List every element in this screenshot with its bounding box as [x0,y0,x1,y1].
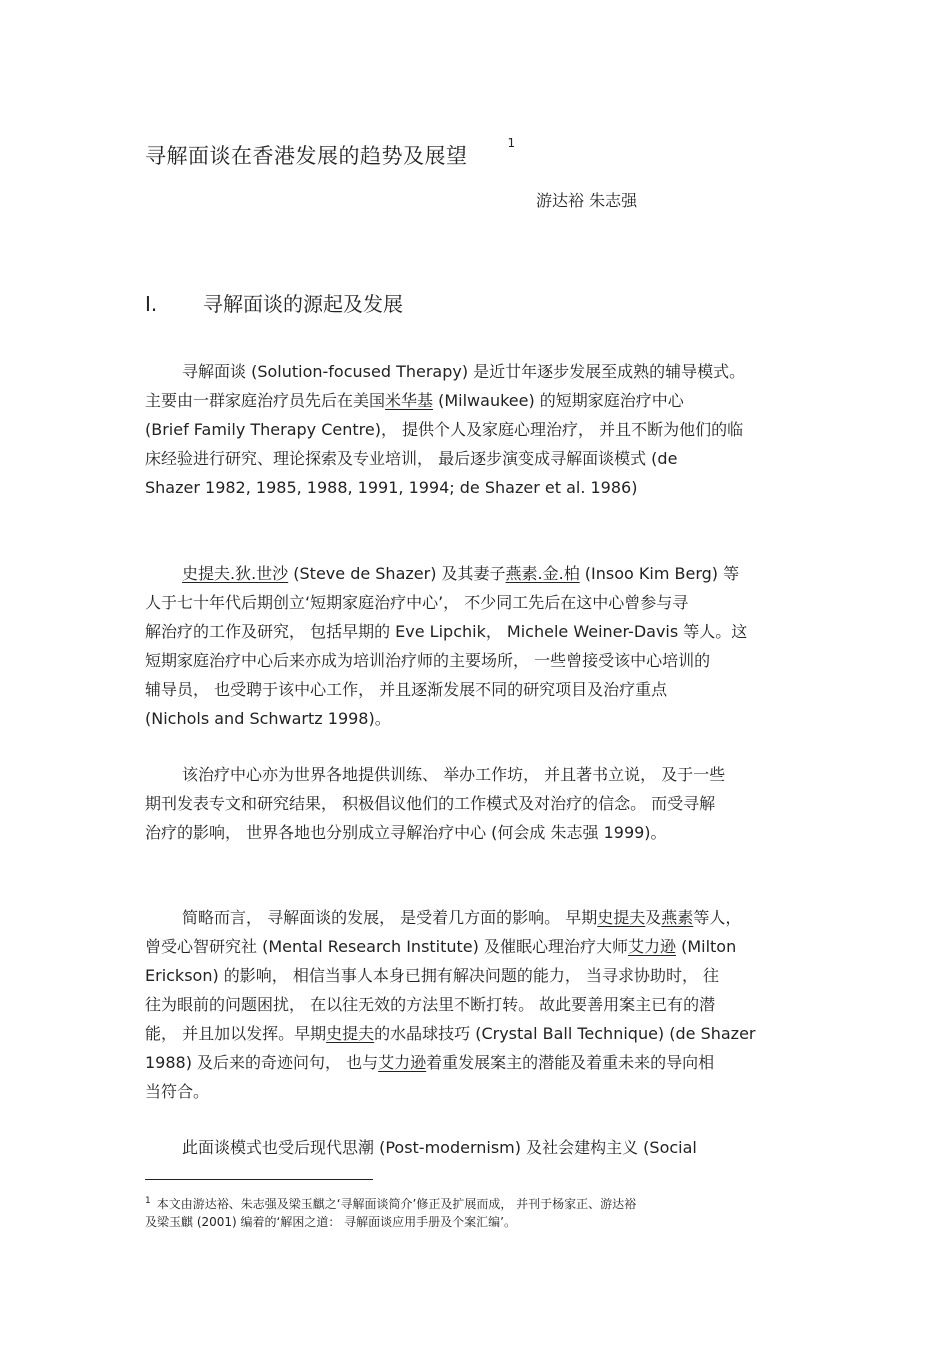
person-name: 艾力逊 [378,1053,427,1072]
paragraph-3 [145,760,817,847]
text-line: 辅导员， 也受聘于该中心工作， 并且逐渐发展不同的研究项目及治疗重点 [145,680,668,699]
text-line: Shazer 1982, 1985, 1988, 1991, 1994; de Shazer et al. 1986) [145,478,638,497]
footnote [145,1192,636,1231]
text-span: 能， 并且加以发挥。早期 [145,1024,327,1043]
text-line: 床经验进行研究、理论探索及专业培训， 最后逐步演变成寻解面谈模式 (de [145,449,678,468]
text-span: 1988) 及后来的奇迹问句， 也与 [145,1053,379,1072]
text-line: 人于七十年代后期创立‘短期家庭治疗中心’， 不少同工先后在这中心曾参与寻 [145,593,689,612]
text-span: (Milton [676,937,737,956]
text-line: 往为眼前的问题困扰， 在以往无效的方法里不断打转。 故此要善用案主已有的潜 [145,995,716,1014]
text-line: 治疗的影响， 世界各地也分别成立寻解治疗中心 (何会成 朱志强 1999)。 [145,823,667,842]
text-line: (Brief Family Therapy Centre)， 提供个人及家庭心理治疗， 并且不断为他们的临 [145,420,744,439]
text-line: 当符合。 [145,1082,210,1101]
text-line [145,1048,817,1077]
footnote-line: 及梁玉麒 (2001) 编着的‘解困之道： 寻解面谈应用手册及个案汇编’。 [145,1215,516,1229]
text-span: 等人， [693,908,742,927]
text-span: 着重发展案主的潜能及着重未来的导向相 [426,1053,715,1072]
text-line: 寻解面谈 (Solution-focused Therapy) 是近廿年逐步发展至成熟的辅导模式。 [182,362,746,381]
text-line: Erickson) 的影响， 相信当事人本身已拥有解决问题的能力， 当寻求协助时， 往 [145,966,720,985]
text-line [145,559,817,588]
paragraph-4 [145,903,817,1106]
text-span: 主要由一群家庭治疗员先后在美国 [145,391,386,410]
document-title [145,136,516,170]
person-name: 燕素 [661,908,694,927]
footnote-mark: 1 [145,1196,151,1206]
person-name: 史提夫 [326,1024,375,1043]
text-line [145,932,817,961]
person-name: 燕素.金.柏 [505,564,580,583]
text-line: 解治疗的工作及研究， 包括早期的 Eve Lipchik， Michele Weiner-Davis 等人。这 [145,622,748,641]
text-span: (Steve de Shazer) 及其妻子 [288,564,506,583]
footnote-text: 本文由游达裕、朱志强及梁玉麒之‘寻解面谈简介’修正及扩展而成， 并刊于杨家正、游达裕 [156,1197,637,1211]
text-line: 短期家庭治疗中心后来亦成为培训治疗师的主要场所， 一些曾接受该中心培训的 [145,651,711,670]
text-line: 此面谈模式也受后现代思潮 (Post-modernism) 及社会建构主义 (Social [182,1138,697,1157]
paragraph-1 [145,357,817,502]
text-span: 曾受心智研究社 (Mental Research Institute) 及催眠心理治疗大师 [145,937,628,956]
person-name: 史提夫.狄.世沙 [182,564,289,583]
paragraph-5 [145,1133,817,1162]
person-name: 艾力逊 [627,937,676,956]
text-span: 的水晶球技巧 (Crystal Ball Technique) (de Shazer [374,1024,756,1043]
text-span: (Milwaukee) 的短期家庭治疗中心 [433,391,684,410]
text-line: (Nichols and Schwartz 1998)。 [145,709,391,728]
authors: 游达裕 朱志强 [536,191,638,210]
title-text: 寻解面谈在香港发展的趋势及展望 [145,144,468,168]
text-span: 及 [645,908,662,927]
text-line: 期刊发表专文和研究结果， 积极倡议他们的工作模式及对治疗的信念。 而受寻解 [145,794,716,813]
section-heading [145,288,403,317]
footnote-line [145,1192,636,1213]
paragraph-2 [145,559,817,733]
title-footnote-mark: 1 [507,136,516,150]
text-line [145,386,817,415]
section-number: I. [145,292,158,316]
place-name-milwaukee: 米华基 [385,391,434,410]
text-line [145,903,817,932]
section-title: 寻解面谈的源起及发展 [203,292,403,316]
text-line [145,1019,817,1048]
text-line: 该治疗中心亦为世界各地提供训练、 举办工作坊， 并且著书立说， 及于一些 [182,765,726,784]
text-span: 简略而言， 寻解面谈的发展， 是受着几方面的影响。 早期 [182,908,598,927]
text-span: (Insoo Kim Berg) 等 [579,564,740,583]
person-name: 史提夫 [597,908,646,927]
footnote-divider [145,1179,373,1180]
